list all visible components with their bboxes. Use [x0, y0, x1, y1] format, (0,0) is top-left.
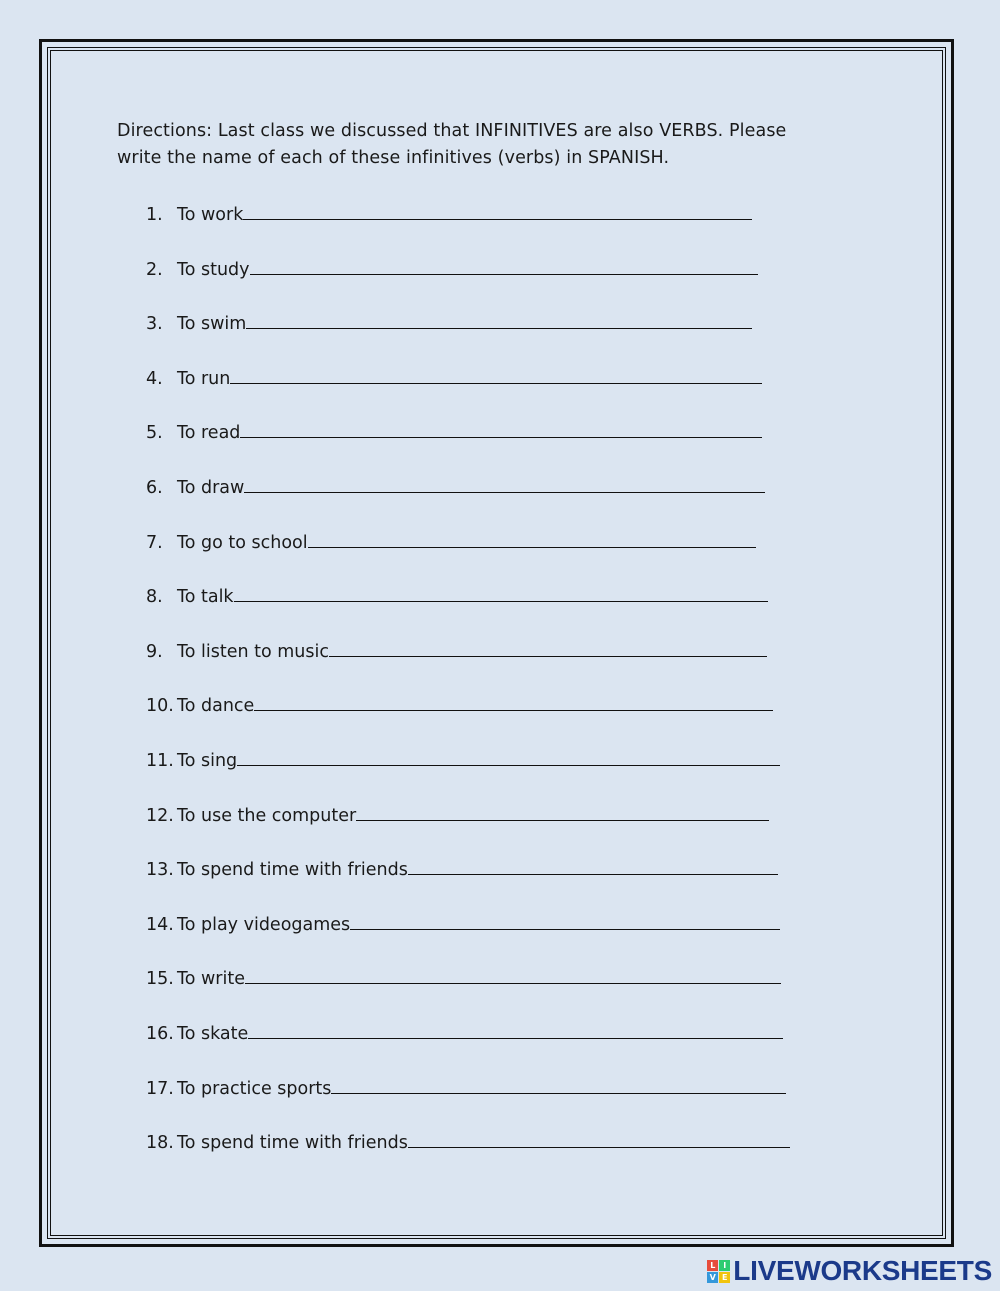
question-number: 4.	[146, 368, 163, 389]
question-item	[146, 254, 790, 309]
answer-blank[interactable]	[248, 1018, 783, 1039]
answer-blank[interactable]	[243, 199, 752, 220]
question-number: 2.	[146, 259, 163, 280]
answer-blank[interactable]	[244, 472, 765, 493]
question-number: 3.	[146, 314, 163, 335]
question-prompt: To write	[177, 969, 245, 990]
answer-blank[interactable]	[331, 1073, 786, 1094]
question-prompt: To run	[177, 368, 231, 389]
question-item	[146, 308, 790, 363]
question-item	[146, 363, 790, 418]
question-number: 13.	[146, 860, 174, 881]
directions-line-1: Directions: Last class we discussed that INFINITIVES are also VERBS. Please	[117, 121, 787, 141]
question-item	[146, 909, 790, 964]
question-number: 5.	[146, 423, 163, 444]
question-item	[146, 527, 790, 582]
question-prompt: To spend time with friends	[177, 1133, 408, 1154]
answer-blank[interactable]	[234, 581, 768, 602]
question-prompt: To practice sports	[177, 1078, 332, 1099]
question-number: 14.	[146, 914, 174, 935]
directions-line-2: write the name of each of these infinitives (verbs) in SPANISH.	[117, 148, 670, 168]
question-prompt: To dance	[177, 696, 255, 717]
answer-blank[interactable]	[308, 527, 756, 548]
question-prompt: To play videogames	[177, 914, 351, 935]
answer-blank[interactable]	[250, 254, 758, 275]
question-prompt: To skate	[177, 1023, 249, 1044]
question-item	[146, 854, 790, 909]
answer-blank[interactable]	[408, 854, 778, 875]
question-item	[146, 1073, 790, 1128]
answer-blank[interactable]	[356, 800, 769, 821]
question-list	[146, 199, 790, 1182]
answer-blank[interactable]	[329, 636, 767, 657]
question-prompt: To use the computer	[177, 805, 357, 826]
question-item	[146, 745, 790, 800]
question-number: 16.	[146, 1023, 174, 1044]
answer-blank[interactable]	[230, 363, 762, 384]
directions	[117, 118, 877, 172]
question-prompt: To study	[177, 259, 250, 280]
question-number: 17.	[146, 1078, 174, 1099]
question-prompt: To talk	[177, 587, 234, 608]
question-item	[146, 199, 790, 254]
question-number: 12.	[146, 805, 174, 826]
question-number: 15.	[146, 969, 174, 990]
question-item	[146, 800, 790, 855]
question-prompt: To read	[177, 423, 241, 444]
question-item	[146, 1018, 790, 1073]
logo-mark-tile: E	[719, 1272, 730, 1283]
answer-blank[interactable]	[350, 909, 780, 930]
question-number: 10.	[146, 696, 174, 717]
question-item	[146, 963, 790, 1018]
answer-blank[interactable]	[408, 1127, 790, 1148]
answer-blank[interactable]	[254, 690, 773, 711]
question-prompt: To spend time with friends	[177, 860, 408, 881]
question-number: 8.	[146, 587, 163, 608]
question-item	[146, 472, 790, 527]
question-number: 9.	[146, 641, 163, 662]
question-number: 1.	[146, 205, 163, 225]
answer-blank[interactable]	[237, 745, 780, 766]
question-number: 6.	[146, 477, 163, 498]
question-item	[146, 1127, 790, 1182]
logo-mark-tile: I	[719, 1260, 730, 1271]
logo-mark-tile: V	[707, 1272, 718, 1283]
question-item	[146, 581, 790, 636]
question-prompt: To draw	[177, 477, 245, 498]
question-number: 18.	[146, 1133, 174, 1154]
question-item	[146, 417, 790, 472]
question-prompt: To go to school	[177, 532, 308, 553]
liveworksheets-logo-icon	[707, 1260, 730, 1283]
question-item	[146, 636, 790, 691]
answer-blank[interactable]	[240, 417, 762, 438]
liveworksheets-logo	[707, 1257, 992, 1285]
question-number: 7.	[146, 532, 163, 553]
question-prompt: To sing	[177, 750, 238, 771]
logo-mark-tile: L	[707, 1260, 718, 1271]
answer-blank[interactable]	[245, 963, 781, 984]
question-prompt: To listen to music	[177, 641, 329, 662]
question-prompt: To swim	[177, 314, 247, 335]
logo-text: LIVEWORKSHEETS	[733, 1255, 992, 1286]
question-prompt: To work	[177, 205, 244, 225]
answer-blank[interactable]	[246, 308, 752, 329]
question-number: 11.	[146, 750, 174, 771]
question-item	[146, 690, 790, 745]
